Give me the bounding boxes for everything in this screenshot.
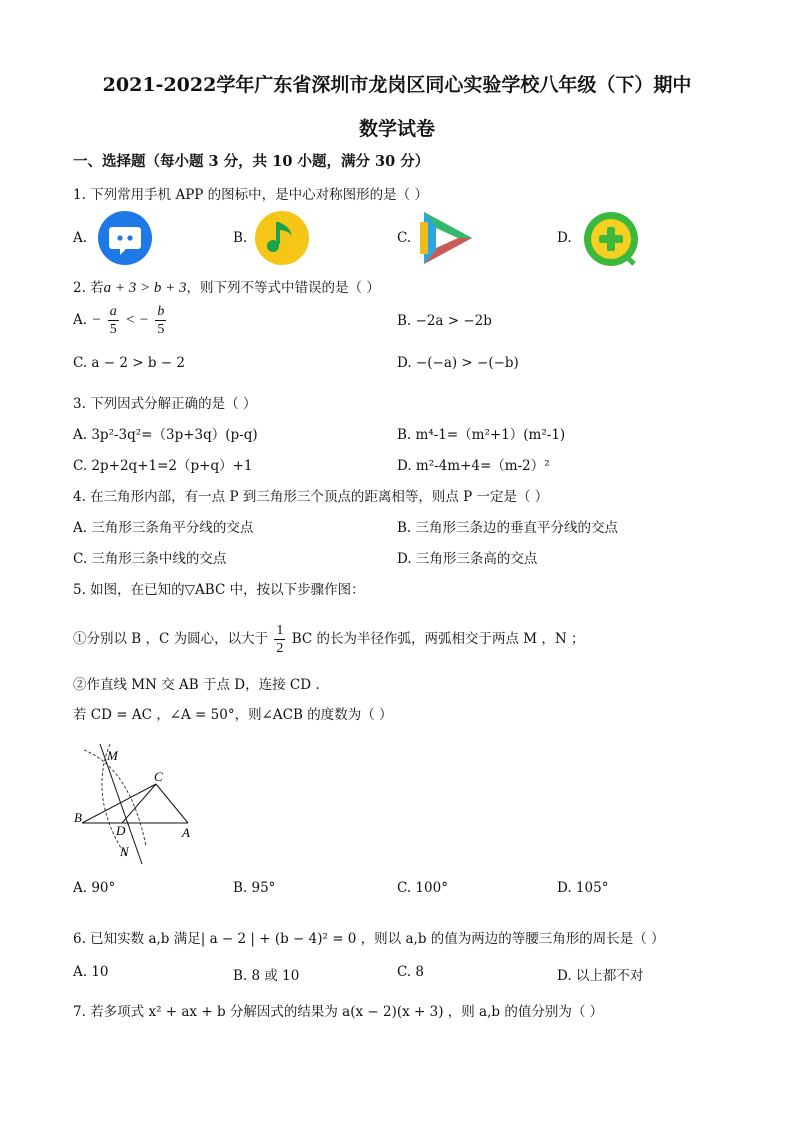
q2-option-a-label: A. [73, 312, 88, 328]
question-2-stem [73, 276, 380, 297]
segment-cd [122, 784, 156, 823]
question-7-stem: 7. 若多项式 x² + ax + b 分解因式的结果为 a(x − 2)(x + 3) ，则 a,b 的值分别为（ ） [73, 1004, 604, 1020]
q6-option-d: D. 以上都不对 [557, 968, 644, 984]
q5-option-a: A. 90° [73, 880, 116, 896]
q2-option-c: C. a − 2 > b − 2 [73, 355, 185, 371]
q2-option-a-mid: < − [125, 312, 150, 328]
question-4-stem: 4. 在三角形内部，有一点 P 到三角形三个顶点的距离相等，则点 P 一定是（ ） [73, 489, 549, 505]
q5-condition: 若 CD = AC ，∠A = 50°，则∠ACB 的度数为（ ） [73, 707, 393, 723]
q2-option-a-neg: − [91, 312, 102, 328]
page-title-line2: 数学试卷 [358, 118, 435, 140]
fraction-a-over-5: $\frac{a}{5}$ [109, 304, 117, 337]
q6-option-a: A. 10 [73, 964, 109, 980]
question-1-stem: 1. 下列常用手机 APP 的图标中，是中心对称图形的是（ ） [73, 187, 428, 203]
triangle-construction-figure [70, 738, 200, 868]
arc-from-b [84, 750, 146, 846]
q5-option-c: C. 100° [397, 880, 448, 896]
q2-stem-math: a + 3 > b + 3 [103, 280, 187, 296]
q1-option-c-label: C. [397, 230, 412, 246]
chat-bubble-icon [97, 210, 153, 266]
question-3-stem: 3. 下列因式分解正确的是（ ） [73, 396, 257, 412]
q3-option-c: C. 2p+2q+1=2（p+q）+1 [73, 458, 253, 474]
q6-option-c: C. 8 [397, 964, 425, 980]
q2-stem-prefix: 2. 若 [73, 280, 104, 296]
label-a: A [182, 825, 190, 840]
plus-icon [582, 210, 640, 268]
q4-option-a: A. 三角形三条角平分线的交点 [73, 520, 254, 536]
q1-option-a-label: A. [73, 230, 88, 246]
q3-option-d: D. m²-4m+4=（m-2）² [397, 458, 550, 474]
q2-option-a [73, 303, 168, 338]
q2-stem-suffix: ，则下列不等式中错误的是（ ） [186, 280, 380, 296]
music-note-icon [254, 210, 310, 266]
q5-step-2: ②作直线 MN 交 AB 于点 D，连接 CD . [73, 677, 320, 693]
segment-bc [82, 784, 156, 823]
segment-ca [156, 784, 188, 823]
label-m: M [107, 748, 118, 763]
q1-option-b-label: B. [233, 230, 248, 246]
label-c: C [154, 769, 163, 784]
q2-option-d: D. −(−a) > −(−b) [397, 355, 519, 371]
q3-option-b: B. m⁴-1=（m²+1）(m²-1) [397, 427, 566, 443]
q5-step1-prefix: ①分别以 B ，C 为圆心，以大于 [73, 631, 269, 647]
page-title-line1: 2021-2022学年广东省深圳市龙岗区同心实验学校八年级（下）期中 [102, 74, 692, 96]
q5-step1-suffix: BC 的长为半径作弧，两弧相交于两点 M ，N ； [291, 631, 585, 647]
fraction-one-half: $\frac{1}{2}$ [276, 623, 284, 656]
q4-option-b: B. 三角形三条边的垂直平分线的交点 [397, 520, 619, 536]
fraction-b-over-5: $\frac{b}{5}$ [157, 304, 165, 337]
q5-step-1 [73, 622, 585, 657]
q6-option-b: B. 8 或 10 [233, 968, 300, 984]
q5-option-d: D. 105° [557, 880, 609, 896]
label-b: B [74, 810, 82, 825]
q2-option-b: B. −2a > −2b [397, 313, 492, 329]
label-n: N [120, 844, 129, 859]
section-heading: 一、选择题（每小题 3 分，共 10 小题，满分 30 分） [73, 153, 430, 170]
q4-option-c: C. 三角形三条中线的交点 [73, 551, 227, 567]
play-icon [416, 208, 478, 268]
question-5-stem: 5. 如图，在已知的▽ABC 中，按以下步骤作图： [73, 582, 365, 598]
q5-option-b: B. 95° [233, 880, 276, 896]
label-d: D [116, 823, 126, 838]
q1-option-d-label: D. [557, 230, 572, 246]
question-6-stem: 6. 已知实数 a,b 满足| a − 2 | + (b − 4)² = 0 ，则以 a,b 的值为两边的等腰三角形的周长是（ ） [73, 931, 665, 947]
q4-option-d: D. 三角形三条高的交点 [397, 551, 538, 567]
q3-option-a: A. 3p²-3q²=（3p+3q）(p-q) [73, 427, 258, 443]
